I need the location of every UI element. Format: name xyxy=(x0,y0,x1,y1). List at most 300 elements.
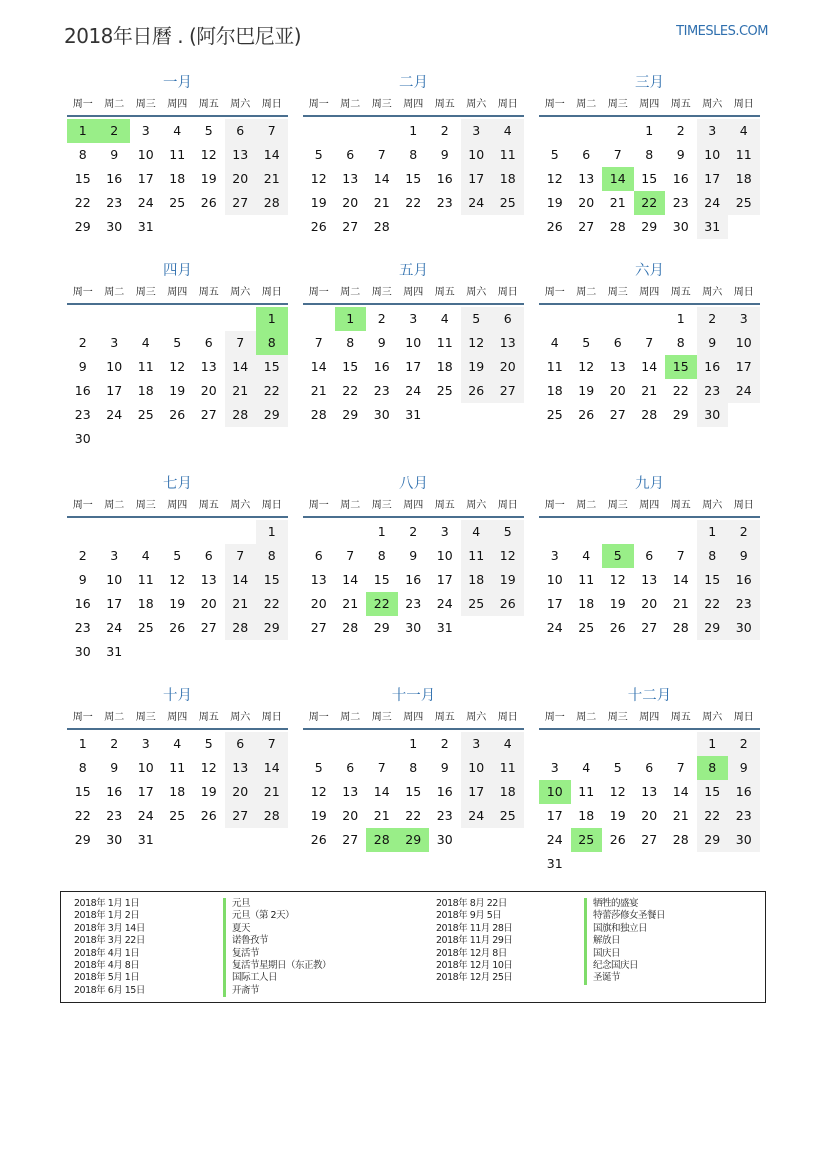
day-cell[interactable]: 30 xyxy=(106,832,123,847)
day-cell[interactable]: 2 xyxy=(409,524,418,539)
day-cell[interactable]: 9 xyxy=(78,359,87,374)
day-cell[interactable]: 31 xyxy=(697,215,729,239)
day-cell[interactable]: 6 xyxy=(582,147,591,162)
day-cell[interactable]: 17 xyxy=(546,808,563,823)
day-cell[interactable]: 5 xyxy=(314,760,323,775)
day-cell[interactable]: 28 xyxy=(225,616,257,640)
day-cell[interactable]: 11 xyxy=(546,359,563,374)
day-cell[interactable]: 11 xyxy=(137,359,154,374)
day-cell[interactable]: 13 xyxy=(225,756,257,780)
day-cell[interactable]: 14 xyxy=(641,359,658,374)
day-cell[interactable]: 21 xyxy=(641,383,658,398)
day-cell[interactable]: 24 xyxy=(546,620,563,635)
day-cell[interactable]: 26 xyxy=(609,620,626,635)
day-cell[interactable]: 16 xyxy=(697,355,729,379)
day-cell[interactable]: 4 xyxy=(173,736,182,751)
day-cell[interactable]: 18 xyxy=(578,596,595,611)
day-cell[interactable]: 5 xyxy=(204,123,213,138)
day-cell[interactable]: 9 xyxy=(110,760,119,775)
day-cell[interactable]: 23 xyxy=(106,808,123,823)
day-cell[interactable]: 23 xyxy=(373,383,390,398)
day-cell[interactable]: 5 xyxy=(550,147,559,162)
day-cell[interactable]: 21 xyxy=(609,195,626,210)
day-cell[interactable]: 21 xyxy=(373,808,390,823)
day-cell[interactable]: 19 xyxy=(578,383,595,398)
day-cell[interactable]: 15 xyxy=(641,171,658,186)
day-cell[interactable]: 23 xyxy=(728,804,760,828)
day-cell[interactable]: 30 xyxy=(74,431,91,446)
day-cell[interactable]: 18 xyxy=(169,784,186,799)
day-cell[interactable]: 26 xyxy=(461,379,493,403)
day-cell[interactable]: 27 xyxy=(225,191,257,215)
holiday-day-cell[interactable]: 22 xyxy=(366,592,398,616)
day-cell[interactable]: 18 xyxy=(436,359,453,374)
day-cell[interactable]: 19 xyxy=(200,784,217,799)
day-cell[interactable]: 17 xyxy=(137,784,154,799)
day-cell[interactable]: 12 xyxy=(461,331,493,355)
day-cell[interactable]: 5 xyxy=(582,335,591,350)
day-cell[interactable]: 26 xyxy=(169,620,186,635)
day-cell[interactable]: 13 xyxy=(641,784,658,799)
day-cell[interactable]: 26 xyxy=(169,407,186,422)
day-cell[interactable]: 25 xyxy=(492,191,524,215)
day-cell[interactable]: 17 xyxy=(461,167,493,191)
day-cell[interactable]: 13 xyxy=(200,359,217,374)
day-cell[interactable]: 20 xyxy=(310,596,327,611)
day-cell[interactable]: 29 xyxy=(672,407,689,422)
day-cell[interactable]: 24 xyxy=(405,383,422,398)
day-cell[interactable]: 7 xyxy=(225,544,257,568)
day-cell[interactable]: 22 xyxy=(342,383,359,398)
holiday-day-cell[interactable]: 8 xyxy=(697,756,729,780)
day-cell[interactable]: 12 xyxy=(200,147,217,162)
day-cell[interactable]: 6 xyxy=(492,307,524,331)
holiday-day-cell[interactable]: 1 xyxy=(256,307,288,331)
day-cell[interactable]: 17 xyxy=(106,596,123,611)
day-cell[interactable]: 14 xyxy=(225,568,257,592)
day-cell[interactable]: 30 xyxy=(373,407,390,422)
day-cell[interactable]: 21 xyxy=(256,167,288,191)
day-cell[interactable]: 18 xyxy=(137,596,154,611)
day-cell[interactable]: 6 xyxy=(346,147,355,162)
day-cell[interactable]: 25 xyxy=(137,620,154,635)
day-cell[interactable]: 29 xyxy=(74,219,91,234)
day-cell[interactable]: 20 xyxy=(641,808,658,823)
holiday-day-cell[interactable]: 22 xyxy=(634,191,666,215)
day-cell[interactable]: 29 xyxy=(373,620,390,635)
day-cell[interactable]: 8 xyxy=(346,335,355,350)
day-cell[interactable]: 30 xyxy=(74,644,91,659)
holiday-day-cell[interactable]: 14 xyxy=(602,167,634,191)
day-cell[interactable]: 4 xyxy=(141,335,150,350)
day-cell[interactable]: 19 xyxy=(609,808,626,823)
day-cell[interactable]: 19 xyxy=(169,596,186,611)
day-cell[interactable]: 3 xyxy=(461,732,493,756)
day-cell[interactable]: 1 xyxy=(697,520,729,544)
day-cell[interactable]: 23 xyxy=(74,620,91,635)
day-cell[interactable]: 19 xyxy=(609,596,626,611)
day-cell[interactable]: 28 xyxy=(256,191,288,215)
day-cell[interactable]: 16 xyxy=(74,596,91,611)
day-cell[interactable]: 13 xyxy=(492,331,524,355)
day-cell[interactable]: 14 xyxy=(373,784,390,799)
day-cell[interactable]: 8 xyxy=(377,548,386,563)
day-cell[interactable]: 10 xyxy=(405,335,422,350)
day-cell[interactable]: 15 xyxy=(697,568,729,592)
day-cell[interactable]: 14 xyxy=(672,784,689,799)
day-cell[interactable]: 26 xyxy=(492,592,524,616)
day-cell[interactable]: 31 xyxy=(137,832,154,847)
day-cell[interactable]: 27 xyxy=(641,620,658,635)
day-cell[interactable]: 17 xyxy=(106,383,123,398)
day-cell[interactable]: 17 xyxy=(436,572,453,587)
day-cell[interactable]: 29 xyxy=(74,832,91,847)
day-cell[interactable]: 4 xyxy=(173,123,182,138)
day-cell[interactable]: 9 xyxy=(728,756,760,780)
day-cell[interactable]: 7 xyxy=(676,760,685,775)
day-cell[interactable]: 13 xyxy=(578,171,595,186)
day-cell[interactable]: 21 xyxy=(672,808,689,823)
day-cell[interactable]: 1 xyxy=(697,732,729,756)
day-cell[interactable]: 3 xyxy=(550,760,559,775)
day-cell[interactable]: 4 xyxy=(141,548,150,563)
day-cell[interactable]: 13 xyxy=(641,572,658,587)
day-cell[interactable]: 27 xyxy=(200,407,217,422)
day-cell[interactable]: 28 xyxy=(256,804,288,828)
holiday-day-cell[interactable]: 2 xyxy=(99,119,131,143)
day-cell[interactable]: 21 xyxy=(225,592,257,616)
day-cell[interactable]: 7 xyxy=(377,147,386,162)
day-cell[interactable]: 15 xyxy=(74,784,91,799)
day-cell[interactable]: 10 xyxy=(461,756,493,780)
day-cell[interactable]: 1 xyxy=(645,123,654,138)
day-cell[interactable]: 11 xyxy=(436,335,453,350)
day-cell[interactable]: 9 xyxy=(440,147,449,162)
day-cell[interactable]: 13 xyxy=(609,359,626,374)
day-cell[interactable]: 25 xyxy=(169,195,186,210)
day-cell[interactable]: 12 xyxy=(609,572,626,587)
holiday-day-cell[interactable]: 25 xyxy=(571,828,603,852)
holiday-day-cell[interactable]: 10 xyxy=(539,780,571,804)
day-cell[interactable]: 23 xyxy=(697,379,729,403)
day-cell[interactable]: 26 xyxy=(310,219,327,234)
holiday-day-cell[interactable]: 8 xyxy=(256,331,288,355)
day-cell[interactable]: 30 xyxy=(728,616,760,640)
day-cell[interactable]: 11 xyxy=(492,756,524,780)
day-cell[interactable]: 21 xyxy=(310,383,327,398)
day-cell[interactable]: 22 xyxy=(405,195,422,210)
day-cell[interactable]: 26 xyxy=(200,808,217,823)
day-cell[interactable]: 15 xyxy=(405,171,422,186)
day-cell[interactable]: 16 xyxy=(74,383,91,398)
day-cell[interactable]: 24 xyxy=(137,808,154,823)
day-cell[interactable]: 6 xyxy=(613,335,622,350)
day-cell[interactable]: 12 xyxy=(310,784,327,799)
day-cell[interactable]: 6 xyxy=(225,119,257,143)
day-cell[interactable]: 15 xyxy=(256,355,288,379)
site-logo[interactable]: TIMESLES.COM xyxy=(676,24,768,39)
day-cell[interactable]: 9 xyxy=(409,548,418,563)
holiday-day-cell[interactable]: 1 xyxy=(67,119,99,143)
day-cell[interactable]: 25 xyxy=(137,407,154,422)
day-cell[interactable]: 19 xyxy=(546,195,563,210)
day-cell[interactable]: 12 xyxy=(492,544,524,568)
day-cell[interactable]: 18 xyxy=(492,167,524,191)
day-cell[interactable]: 10 xyxy=(137,147,154,162)
day-cell[interactable]: 27 xyxy=(342,832,359,847)
day-cell[interactable]: 25 xyxy=(492,804,524,828)
day-cell[interactable]: 29 xyxy=(697,616,729,640)
day-cell[interactable]: 18 xyxy=(578,808,595,823)
day-cell[interactable]: 19 xyxy=(492,568,524,592)
day-cell[interactable]: 5 xyxy=(173,548,182,563)
day-cell[interactable]: 2 xyxy=(676,123,685,138)
day-cell[interactable]: 19 xyxy=(169,383,186,398)
day-cell[interactable]: 13 xyxy=(310,572,327,587)
day-cell[interactable]: 13 xyxy=(225,143,257,167)
day-cell[interactable]: 30 xyxy=(405,620,422,635)
day-cell[interactable]: 20 xyxy=(200,383,217,398)
day-cell[interactable]: 10 xyxy=(106,359,123,374)
day-cell[interactable]: 3 xyxy=(550,548,559,563)
day-cell[interactable]: 8 xyxy=(409,760,418,775)
day-cell[interactable]: 14 xyxy=(373,171,390,186)
day-cell[interactable]: 27 xyxy=(225,804,257,828)
day-cell[interactable]: 16 xyxy=(672,171,689,186)
day-cell[interactable]: 10 xyxy=(436,548,453,563)
day-cell[interactable]: 9 xyxy=(377,335,386,350)
day-cell[interactable]: 22 xyxy=(405,808,422,823)
day-cell[interactable]: 19 xyxy=(310,195,327,210)
day-cell[interactable]: 7 xyxy=(346,548,355,563)
day-cell[interactable]: 12 xyxy=(310,171,327,186)
day-cell[interactable]: 29 xyxy=(697,828,729,852)
day-cell[interactable]: 31 xyxy=(137,219,154,234)
day-cell[interactable]: 23 xyxy=(106,195,123,210)
day-cell[interactable]: 17 xyxy=(728,355,760,379)
day-cell[interactable]: 8 xyxy=(697,544,729,568)
day-cell[interactable]: 25 xyxy=(461,592,493,616)
day-cell[interactable]: 27 xyxy=(342,219,359,234)
day-cell[interactable]: 3 xyxy=(728,307,760,331)
day-cell[interactable]: 21 xyxy=(672,596,689,611)
day-cell[interactable]: 28 xyxy=(672,620,689,635)
day-cell[interactable]: 19 xyxy=(461,355,493,379)
day-cell[interactable]: 22 xyxy=(697,592,729,616)
day-cell[interactable]: 11 xyxy=(492,143,524,167)
day-cell[interactable]: 20 xyxy=(225,780,257,804)
day-cell[interactable]: 24 xyxy=(461,191,493,215)
day-cell[interactable]: 14 xyxy=(342,572,359,587)
day-cell[interactable]: 14 xyxy=(672,572,689,587)
day-cell[interactable]: 26 xyxy=(578,407,595,422)
day-cell[interactable]: 2 xyxy=(78,335,87,350)
day-cell[interactable]: 15 xyxy=(256,568,288,592)
day-cell[interactable]: 16 xyxy=(436,784,453,799)
day-cell[interactable]: 21 xyxy=(256,780,288,804)
day-cell[interactable]: 25 xyxy=(169,808,186,823)
day-cell[interactable]: 6 xyxy=(645,760,654,775)
day-cell[interactable]: 15 xyxy=(74,171,91,186)
day-cell[interactable]: 6 xyxy=(314,548,323,563)
day-cell[interactable]: 31 xyxy=(436,620,453,635)
day-cell[interactable]: 11 xyxy=(578,784,595,799)
day-cell[interactable]: 30 xyxy=(672,219,689,234)
day-cell[interactable]: 22 xyxy=(672,383,689,398)
day-cell[interactable]: 17 xyxy=(546,596,563,611)
day-cell[interactable]: 22 xyxy=(74,808,91,823)
day-cell[interactable]: 20 xyxy=(342,808,359,823)
day-cell[interactable]: 7 xyxy=(377,760,386,775)
day-cell[interactable]: 23 xyxy=(436,195,453,210)
day-cell[interactable]: 16 xyxy=(405,572,422,587)
day-cell[interactable]: 7 xyxy=(613,147,622,162)
day-cell[interactable]: 1 xyxy=(409,123,418,138)
day-cell[interactable]: 29 xyxy=(256,403,288,427)
day-cell[interactable]: 11 xyxy=(728,143,760,167)
day-cell[interactable]: 21 xyxy=(342,596,359,611)
day-cell[interactable]: 24 xyxy=(546,832,563,847)
day-cell[interactable]: 14 xyxy=(310,359,327,374)
day-cell[interactable]: 5 xyxy=(173,335,182,350)
day-cell[interactable]: 20 xyxy=(578,195,595,210)
day-cell[interactable]: 28 xyxy=(672,832,689,847)
day-cell[interactable]: 10 xyxy=(137,760,154,775)
day-cell[interactable]: 15 xyxy=(373,572,390,587)
day-cell[interactable]: 8 xyxy=(78,760,87,775)
day-cell[interactable]: 28 xyxy=(225,403,257,427)
day-cell[interactable]: 9 xyxy=(78,572,87,587)
day-cell[interactable]: 8 xyxy=(256,544,288,568)
day-cell[interactable]: 18 xyxy=(728,167,760,191)
day-cell[interactable]: 11 xyxy=(461,544,493,568)
day-cell[interactable]: 12 xyxy=(609,784,626,799)
day-cell[interactable]: 7 xyxy=(676,548,685,563)
day-cell[interactable]: 27 xyxy=(578,219,595,234)
day-cell[interactable]: 18 xyxy=(546,383,563,398)
holiday-day-cell[interactable]: 28 xyxy=(366,828,398,852)
day-cell[interactable]: 3 xyxy=(461,119,493,143)
day-cell[interactable]: 22 xyxy=(697,804,729,828)
day-cell[interactable]: 1 xyxy=(409,736,418,751)
day-cell[interactable]: 20 xyxy=(609,383,626,398)
day-cell[interactable]: 14 xyxy=(256,756,288,780)
day-cell[interactable]: 15 xyxy=(405,784,422,799)
day-cell[interactable]: 17 xyxy=(461,780,493,804)
day-cell[interactable]: 25 xyxy=(728,191,760,215)
day-cell[interactable]: 11 xyxy=(169,147,186,162)
day-cell[interactable]: 5 xyxy=(613,760,622,775)
day-cell[interactable]: 25 xyxy=(546,407,563,422)
day-cell[interactable]: 27 xyxy=(492,379,524,403)
day-cell[interactable]: 31 xyxy=(106,644,123,659)
day-cell[interactable]: 1 xyxy=(78,736,87,751)
day-cell[interactable]: 31 xyxy=(546,856,563,871)
holiday-day-cell[interactable]: 29 xyxy=(398,828,430,852)
day-cell[interactable]: 16 xyxy=(106,784,123,799)
day-cell[interactable]: 26 xyxy=(609,832,626,847)
day-cell[interactable]: 20 xyxy=(641,596,658,611)
day-cell[interactable]: 3 xyxy=(141,736,150,751)
day-cell[interactable]: 20 xyxy=(225,167,257,191)
day-cell[interactable]: 1 xyxy=(676,311,685,326)
day-cell[interactable]: 29 xyxy=(256,616,288,640)
day-cell[interactable]: 27 xyxy=(641,832,658,847)
day-cell[interactable]: 27 xyxy=(310,620,327,635)
day-cell[interactable]: 28 xyxy=(609,219,626,234)
day-cell[interactable]: 12 xyxy=(200,760,217,775)
day-cell[interactable]: 20 xyxy=(200,596,217,611)
day-cell[interactable]: 3 xyxy=(697,119,729,143)
day-cell[interactable]: 13 xyxy=(342,784,359,799)
day-cell[interactable]: 28 xyxy=(641,407,658,422)
day-cell[interactable]: 25 xyxy=(578,620,595,635)
day-cell[interactable]: 22 xyxy=(256,379,288,403)
holiday-day-cell[interactable]: 5 xyxy=(602,544,634,568)
day-cell[interactable]: 24 xyxy=(137,195,154,210)
day-cell[interactable]: 4 xyxy=(582,548,591,563)
day-cell[interactable]: 2 xyxy=(697,307,729,331)
day-cell[interactable]: 4 xyxy=(492,732,524,756)
day-cell[interactable]: 3 xyxy=(110,335,119,350)
day-cell[interactable]: 2 xyxy=(440,736,449,751)
day-cell[interactable]: 3 xyxy=(110,548,119,563)
day-cell[interactable]: 1 xyxy=(256,520,288,544)
day-cell[interactable]: 6 xyxy=(346,760,355,775)
day-cell[interactable]: 8 xyxy=(645,147,654,162)
day-cell[interactable]: 30 xyxy=(697,403,729,427)
day-cell[interactable]: 4 xyxy=(728,119,760,143)
day-cell[interactable]: 20 xyxy=(492,355,524,379)
day-cell[interactable]: 18 xyxy=(492,780,524,804)
day-cell[interactable]: 30 xyxy=(728,828,760,852)
day-cell[interactable]: 11 xyxy=(169,760,186,775)
day-cell[interactable]: 10 xyxy=(697,143,729,167)
day-cell[interactable]: 22 xyxy=(256,592,288,616)
day-cell[interactable]: 7 xyxy=(256,119,288,143)
day-cell[interactable]: 23 xyxy=(405,596,422,611)
day-cell[interactable]: 16 xyxy=(436,171,453,186)
day-cell[interactable]: 5 xyxy=(314,147,323,162)
day-cell[interactable]: 27 xyxy=(609,407,626,422)
day-cell[interactable]: 18 xyxy=(137,383,154,398)
day-cell[interactable]: 2 xyxy=(110,736,119,751)
day-cell[interactable]: 5 xyxy=(461,307,493,331)
day-cell[interactable]: 31 xyxy=(405,407,422,422)
day-cell[interactable]: 25 xyxy=(436,383,453,398)
day-cell[interactable]: 28 xyxy=(310,407,327,422)
day-cell[interactable]: 19 xyxy=(310,808,327,823)
day-cell[interactable]: 10 xyxy=(106,572,123,587)
day-cell[interactable]: 8 xyxy=(78,147,87,162)
day-cell[interactable]: 21 xyxy=(225,379,257,403)
day-cell[interactable]: 2 xyxy=(440,123,449,138)
day-cell[interactable]: 6 xyxy=(204,335,213,350)
day-cell[interactable]: 30 xyxy=(436,832,453,847)
day-cell[interactable]: 1 xyxy=(377,524,386,539)
day-cell[interactable]: 11 xyxy=(578,572,595,587)
day-cell[interactable]: 16 xyxy=(373,359,390,374)
holiday-day-cell[interactable]: 15 xyxy=(665,355,697,379)
day-cell[interactable]: 16 xyxy=(728,568,760,592)
day-cell[interactable]: 3 xyxy=(409,311,418,326)
day-cell[interactable]: 12 xyxy=(169,359,186,374)
day-cell[interactable]: 12 xyxy=(578,359,595,374)
day-cell[interactable]: 2 xyxy=(728,732,760,756)
day-cell[interactable]: 7 xyxy=(256,732,288,756)
day-cell[interactable]: 24 xyxy=(106,620,123,635)
day-cell[interactable]: 9 xyxy=(110,147,119,162)
